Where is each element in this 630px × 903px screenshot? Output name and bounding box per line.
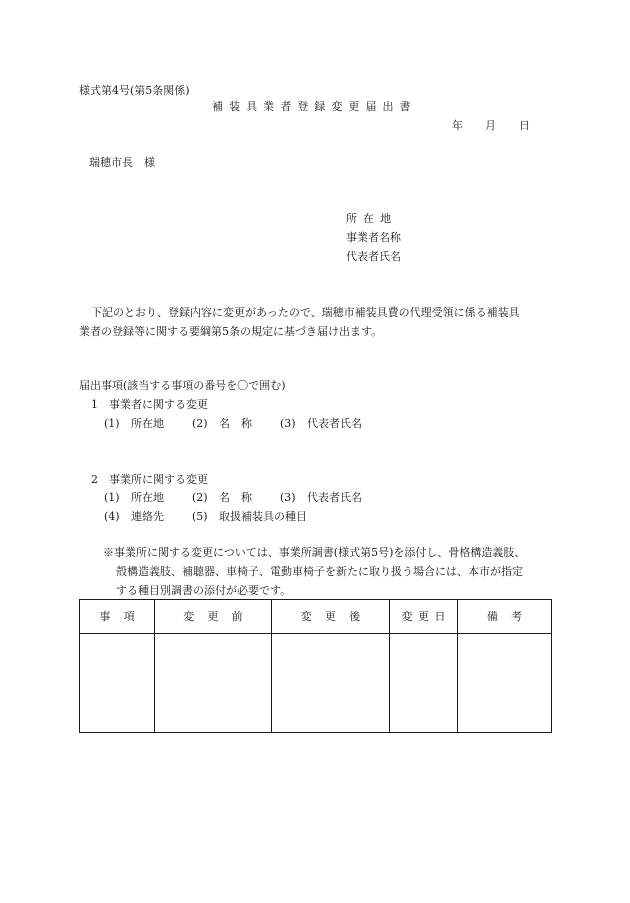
after-cell[interactable] [272, 634, 390, 733]
change-details-table [79, 599, 552, 733]
addressee: 瑞穂市長 様 [89, 156, 155, 169]
matter-cell[interactable] [80, 634, 155, 733]
note-line-3: する種目別調書の添付が必要です。 [116, 584, 292, 597]
section-2-heading: 2 事業所に関する変更 [91, 473, 208, 486]
table-header-change-date: 変更日 [390, 600, 458, 634]
section-2-item-label: 取扱補装具の種目 [219, 510, 307, 523]
table-header-before: 変更前 [155, 600, 272, 634]
remarks-cell[interactable] [458, 634, 552, 733]
date-year: 年 [452, 119, 463, 132]
body-text-line-1: 下記のとおり、登録内容に変更があったので、瑞穂市補装具費の代理受領に係る補装具 [91, 306, 520, 319]
section-2-item-label: 所在地 [131, 491, 164, 504]
before-cell[interactable] [155, 634, 272, 733]
date-month: 月 [485, 119, 496, 132]
table-header-matter: 事項 [80, 600, 155, 634]
section-2-item-num: (5) [192, 510, 208, 523]
body-text-line-2: 業者の登録等に関する要綱第5条の規定に基づき届け出ます。 [79, 325, 383, 338]
section-2-item-num: (1) [104, 491, 120, 504]
matters-heading: 届出事項(該当する事項の番号を〇で囲む) [79, 379, 286, 392]
section-2-item-num: (3) [280, 491, 296, 504]
section-2-items-row-1 [0, 492, 630, 506]
section-2-item-label: 名 称 [219, 491, 252, 504]
section-1-item-num: (1) [104, 417, 120, 430]
section-1-item-label: 所在地 [131, 417, 164, 430]
change-date-cell[interactable] [390, 634, 458, 733]
representative-label: 代表者氏名 [346, 250, 401, 263]
note-line-2: 殻構造義肢、補聴器、車椅子、電動車椅子を新たに取り扱う場合には、本市が指定 [116, 565, 523, 578]
section-1-item-num: (2) [192, 417, 208, 430]
section-1-item-label: 代表者氏名 [307, 417, 362, 430]
table-row [80, 634, 552, 733]
form-number: 様式第4号(第5条関係) [79, 84, 190, 97]
section-2-item-num: (4) [104, 510, 120, 523]
business-name-label: 事業者名称 [346, 231, 401, 244]
table-header-row [80, 600, 552, 634]
section-1-item-label: 名 称 [219, 417, 252, 430]
section-2-item-num: (2) [192, 491, 208, 504]
section-2-items-row-2 [0, 511, 630, 525]
section-2-item-label: 連絡先 [131, 510, 164, 523]
section-1-heading: 1 事業者に関する変更 [91, 398, 208, 411]
table-header-remarks: 備考 [458, 600, 552, 634]
table-header-after: 変更後 [272, 600, 390, 634]
date-day: 日 [519, 119, 530, 132]
note-line-1: ※事業所に関する変更については、事業所調書(様式第5号)を添付し、骨格構造義肢、 [103, 546, 526, 559]
section-1-item-num: (3) [280, 417, 296, 430]
document-title: 補装具業者登録変更届出書 [212, 100, 417, 113]
address-label: 所在地 [346, 212, 398, 225]
section-1-items [0, 418, 630, 432]
section-2-item-label: 代表者氏名 [307, 491, 362, 504]
